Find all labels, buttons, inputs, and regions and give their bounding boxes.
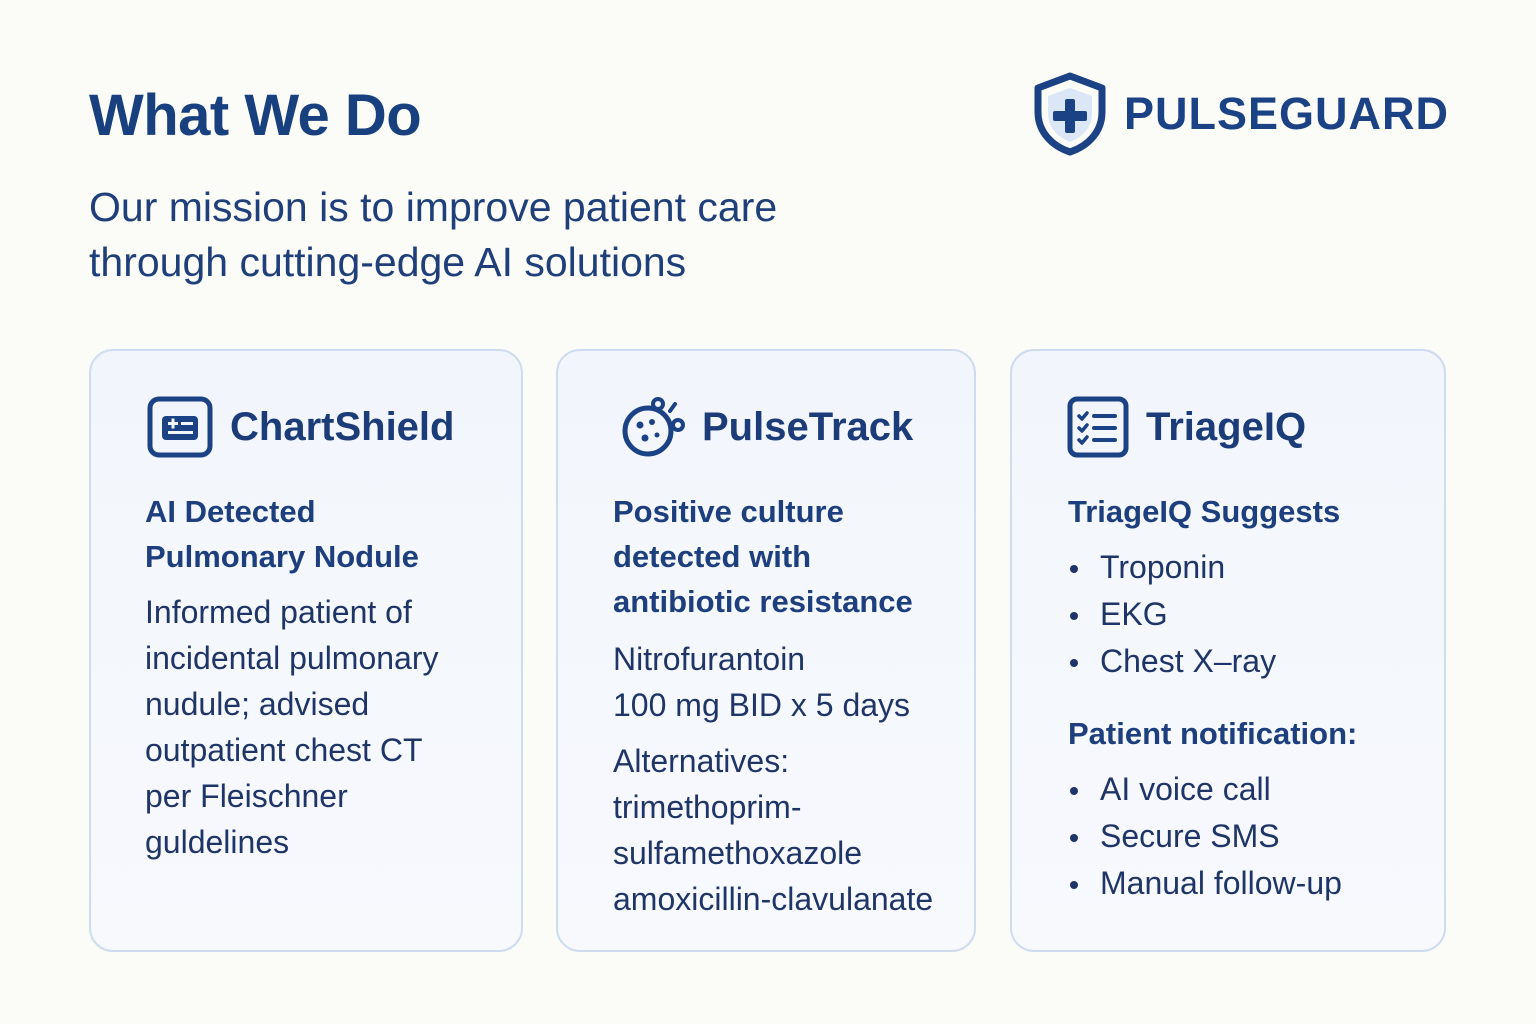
card-chartshield: [89, 349, 523, 952]
notification-heading: Patient notification:: [1068, 716, 1358, 751]
card-title: ChartShield: [230, 404, 455, 449]
alternatives-text: Alternatives: trimethoprim- sulfamethoxazole amoxicillin-clavulanate: [613, 743, 934, 917]
card-pulsetrack: [556, 349, 976, 952]
list-item: AI voice call: [1068, 766, 1434, 813]
card-title: PulseTrack: [702, 404, 914, 449]
dosage-text: Nitrofurantoin 100 mg BID x 5 days: [613, 641, 911, 723]
suggests-heading: TriageIQ Suggests: [1068, 494, 1341, 529]
card-body: [145, 489, 511, 865]
list-item: Manual follow-up: [1068, 860, 1434, 907]
bacteria-icon: [618, 395, 686, 459]
shield-plus-icon: [1032, 72, 1108, 156]
brand: [1032, 72, 1449, 156]
card-header: [618, 395, 913, 459]
suggestion-list: [1068, 544, 1434, 685]
id-card-icon: [146, 395, 214, 459]
list-item: Chest X–ray: [1068, 638, 1434, 685]
culture-heading: Positive culture detected with antibiotic resistance: [613, 494, 913, 619]
list-item: Secure SMS: [1068, 813, 1434, 860]
mission-statement: Our mission is to improve patient care through cutting-edge AI solutions: [89, 184, 778, 285]
card-title: TriageIQ: [1146, 404, 1307, 449]
page-title: What We Do: [89, 83, 422, 148]
card-triageiq: [1010, 349, 1446, 952]
card-header: [146, 395, 454, 459]
checklist-icon: [1066, 395, 1130, 459]
brand-name: PULSEGUARD: [1124, 88, 1450, 139]
card-body: [1068, 489, 1434, 907]
notification-list: [1068, 766, 1434, 907]
card-header: [1066, 395, 1306, 459]
finding-heading: AI Detected Pulmonary Nodule: [145, 494, 419, 574]
card-body: [613, 489, 964, 922]
finding-description: Informed patient of incidental pulmonary nudule; advised outpatient chest CT per Fleischner guldelines: [145, 594, 439, 860]
list-item: EKG: [1068, 591, 1434, 638]
list-item: Troponin: [1068, 544, 1434, 591]
